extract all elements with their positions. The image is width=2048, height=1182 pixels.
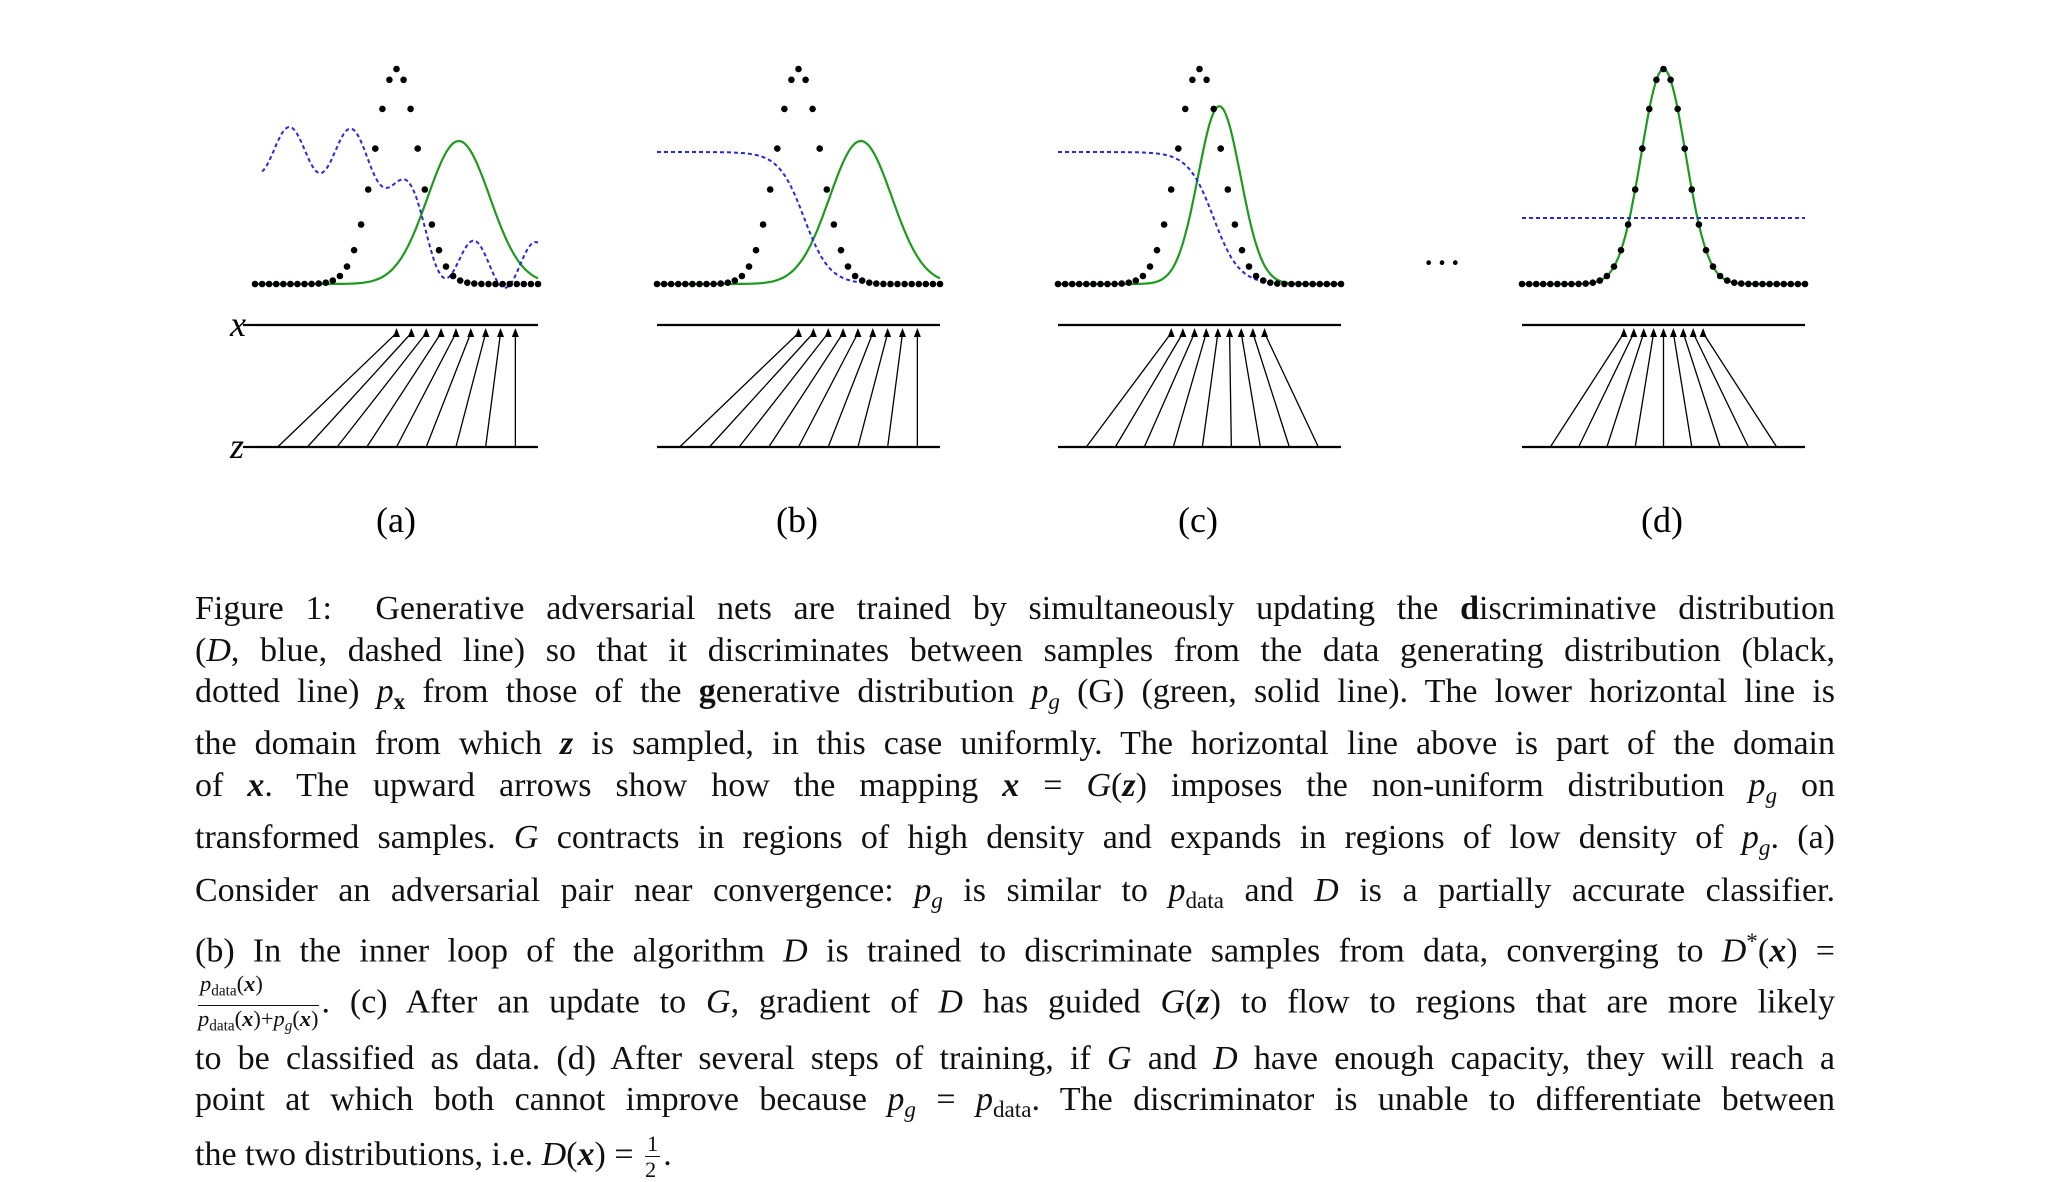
arrow-head-a <box>467 328 474 337</box>
caption-line-4: the domain from which z is sampled, in this case uniformly. The horizontal line above is part of the domain <box>195 725 1836 763</box>
data-dot-d <box>1554 281 1561 288</box>
data-dot-a <box>528 281 535 288</box>
data-dot-a <box>252 281 259 288</box>
data-dot-d <box>1674 106 1681 113</box>
arrow-head-b <box>825 328 832 337</box>
data-dot-a <box>315 280 322 287</box>
data-dot-b <box>753 247 760 254</box>
data-dot-d <box>1632 186 1639 193</box>
arrow-head-d <box>1630 328 1637 337</box>
mapping-arrow-c <box>1202 333 1218 447</box>
data-dot-a <box>301 281 308 288</box>
data-dot-a <box>443 263 450 270</box>
arrow-head-a <box>512 328 519 337</box>
data-dot-b <box>767 186 774 193</box>
panel-label-d: (d) <box>1641 500 1683 540</box>
arrow-head-a <box>452 328 459 337</box>
mapping-arrow-b <box>828 333 873 447</box>
data-dot-b <box>654 281 661 288</box>
caption-line-7: Consider an adversarial pair near convergence: $p_g$ is similar to $p_{data}$ and D is a partially accurate classifier. <box>195 871 1835 914</box>
data-dot-a <box>478 281 485 288</box>
caption-line-8: (b) In the inner loop of the algorithm D is trained to discriminate samples from data, converging to D*(x) = <box>195 929 1835 970</box>
mapping-arrow-c <box>1265 333 1319 447</box>
data-dot-b <box>908 281 915 288</box>
generative-curve-b <box>657 141 940 284</box>
data-dot-b <box>668 281 675 288</box>
data-dot-b <box>788 77 795 84</box>
data-dot-c <box>1175 145 1182 152</box>
data-dot-c <box>1281 281 1288 288</box>
data-dot-d <box>1625 221 1632 228</box>
data-dot-a <box>386 77 393 84</box>
mapping-arrow-b <box>739 333 828 447</box>
caption-line-9: $\frac{p_{data}(x)}{p_{data}(x)+p_g(x)}$ . (c) After an update to G, gradient of D has guided G(z) to flow to regions that are more likely <box>195 972 1835 1037</box>
mapping-arrow-a <box>456 333 486 447</box>
data-dot-b <box>689 281 696 288</box>
caption-line-3: dotted line) $p_x$ from those of the generative distribution $p_g$ (G) (green, solid line). The lower horizontal line is <box>195 673 1835 715</box>
data-dot-c <box>1182 106 1189 113</box>
arrow-head-a <box>408 328 415 337</box>
data-dot-b <box>802 77 809 84</box>
x-axis-label: x <box>230 304 246 344</box>
data-dot-c <box>1062 281 1069 288</box>
data-dot-b <box>838 247 845 254</box>
data-dot-c <box>1274 280 1281 287</box>
data-dot-d <box>1618 247 1625 254</box>
data-dot-d <box>1519 281 1526 288</box>
data-dot-b <box>682 281 689 288</box>
arrow-head-b <box>840 328 847 337</box>
data-dot-a <box>273 281 280 288</box>
data-dot-a <box>400 77 407 84</box>
data-dot-a <box>429 221 436 228</box>
figure-caption <box>195 588 1835 1182</box>
data-dot-b <box>845 263 852 270</box>
data-dot-d <box>1604 273 1611 280</box>
z-axis-label: z <box>230 426 245 466</box>
data-dot-b <box>774 145 781 152</box>
arrow-head-c <box>1179 328 1186 337</box>
mapping-arrow-c <box>1241 333 1260 447</box>
data-dot-b <box>873 280 880 287</box>
data-dot-b <box>781 106 788 113</box>
arrow-head-b <box>884 328 891 337</box>
data-dot-a <box>351 247 358 254</box>
data-dot-b <box>795 66 802 73</box>
data-dot-d <box>1759 281 1766 288</box>
arrow-head-d <box>1680 328 1687 337</box>
arrow-head-d <box>1640 328 1647 337</box>
data-dot-c <box>1111 281 1118 288</box>
data-dot-c <box>1147 263 1154 270</box>
data-dot-c <box>1309 281 1316 288</box>
data-dot-c <box>1090 281 1097 288</box>
data-dot-d <box>1547 281 1554 288</box>
arrow-head-c <box>1238 328 1245 337</box>
arrow-head-d <box>1620 328 1627 337</box>
data-dot-a <box>344 263 351 270</box>
data-dot-a <box>535 281 542 288</box>
caption-line-5: of x. The upward arrows show how the mapping x = G(z) imposes the non-uniform distribution $p_g$ on <box>195 766 1835 809</box>
data-dot-a <box>393 66 400 73</box>
data-dot-c <box>1288 281 1295 288</box>
data-dot-b <box>710 281 717 288</box>
data-dot-c <box>1267 279 1274 286</box>
data-dot-c <box>1189 77 1196 84</box>
data-dot-c <box>1239 247 1246 254</box>
data-dot-d <box>1681 145 1688 152</box>
data-dot-c <box>1225 186 1232 193</box>
data-dot-a <box>323 279 330 286</box>
data-dot-a <box>337 273 344 280</box>
data-dot-a <box>280 281 287 288</box>
caption-line-11: point at which both cannot improve because $p_g = p_{data}$. The discriminator is unable to differentiate between <box>195 1081 1835 1124</box>
mapping-arrow-c <box>1086 333 1171 447</box>
data-dot-c <box>1154 247 1161 254</box>
data-dot-d <box>1752 281 1759 288</box>
data-dot-c <box>1338 281 1345 288</box>
data-dot-d <box>1696 221 1703 228</box>
data-dot-a <box>259 281 266 288</box>
mapping-arrow-a <box>486 333 501 447</box>
data-dot-d <box>1597 277 1604 284</box>
mapping-arrow-a <box>307 333 411 447</box>
data-dot-b <box>725 279 732 286</box>
panel-label-c: (c) <box>1178 500 1218 540</box>
data-dot-b <box>852 273 859 280</box>
data-dot-a <box>506 281 513 288</box>
mapping-arrow-b <box>709 333 813 447</box>
data-dot-b <box>732 277 739 284</box>
data-dot-b <box>866 279 873 286</box>
data-dot-c <box>1295 281 1302 288</box>
data-dot-c <box>1317 281 1324 288</box>
data-dot-d <box>1766 281 1773 288</box>
arrow-head-d <box>1690 328 1697 337</box>
mapping-arrow-c <box>1253 333 1289 447</box>
data-dot-a <box>379 106 386 113</box>
data-dot-b <box>923 281 930 288</box>
data-dot-d <box>1738 280 1745 287</box>
data-dot-c <box>1140 273 1147 280</box>
data-dot-d <box>1590 279 1597 286</box>
data-dot-b <box>760 221 767 228</box>
ellipsis: ··· <box>1422 240 1462 285</box>
data-dot-c <box>1069 281 1076 288</box>
arrow-head-d <box>1700 328 1707 337</box>
data-dot-d <box>1575 281 1582 288</box>
data-dot-d <box>1717 273 1724 280</box>
data-dot-a <box>485 281 492 288</box>
data-dot-a <box>514 281 521 288</box>
data-dot-a <box>492 281 499 288</box>
data-dot-a <box>499 281 506 288</box>
data-dot-a <box>372 145 379 152</box>
data-dot-b <box>717 280 724 287</box>
data-dot-b <box>661 281 668 288</box>
data-dot-c <box>1302 281 1309 288</box>
data-dot-d <box>1781 281 1788 288</box>
data-dot-a <box>358 221 365 228</box>
data-dot-d <box>1795 281 1802 288</box>
data-dot-a <box>330 277 337 284</box>
arrow-head-a <box>393 328 400 337</box>
data-dot-c <box>1196 66 1203 73</box>
data-dot-d <box>1689 186 1696 193</box>
data-dot-a <box>308 281 315 288</box>
one-half-fraction: $\frac{1}{2}$ <box>645 1130 659 1182</box>
data-dot-d <box>1710 263 1717 270</box>
generative-curve-a <box>255 141 538 284</box>
data-dot-c <box>1260 277 1267 284</box>
mapping-arrow-a <box>397 333 456 447</box>
data-dot-a <box>294 281 301 288</box>
data-dot-b <box>824 186 831 193</box>
data-dot-d <box>1561 281 1568 288</box>
arrow-head-b <box>914 328 921 337</box>
data-dot-d <box>1724 277 1731 284</box>
data-dot-c <box>1083 281 1090 288</box>
discriminator-curve-a <box>262 127 538 288</box>
arrow-head-d <box>1660 328 1667 337</box>
data-dot-b <box>880 281 887 288</box>
data-dot-a <box>407 106 414 113</box>
data-dot-c <box>1331 281 1338 288</box>
arrow-head-b <box>810 328 817 337</box>
data-dot-b <box>894 281 901 288</box>
mapping-arrow-b <box>799 333 858 447</box>
arrow-head-b <box>899 328 906 337</box>
data-dot-c <box>1203 77 1210 84</box>
data-dot-c <box>1210 106 1217 113</box>
arrow-head-c <box>1214 328 1221 337</box>
data-dot-b <box>675 281 682 288</box>
mapping-arrow-a <box>426 333 471 447</box>
arrow-head-d <box>1650 328 1657 337</box>
data-dot-d <box>1568 281 1575 288</box>
arrow-head-d <box>1670 328 1677 337</box>
data-dot-b <box>859 277 866 284</box>
data-dot-b <box>739 273 746 280</box>
data-dot-d <box>1703 247 1710 254</box>
arrow-head-c <box>1203 328 1210 337</box>
data-dot-c <box>1253 273 1260 280</box>
mapping-arrow-c <box>1173 333 1206 447</box>
data-dot-a <box>422 186 429 193</box>
caption-line-2: (D, blue, dashed line) so that it discriminates between samples from the data generating distribution (black, <box>195 631 1835 669</box>
gan-training-figure <box>0 0 2048 580</box>
data-dot-a <box>521 281 528 288</box>
data-dot-a <box>365 186 372 193</box>
data-dot-c <box>1232 221 1239 228</box>
data-dot-b <box>696 281 703 288</box>
mapping-arrow-c <box>1144 333 1194 447</box>
data-dot-d <box>1526 281 1533 288</box>
data-dot-a <box>450 273 457 280</box>
arrow-head-a <box>482 328 489 337</box>
data-dot-d <box>1802 281 1809 288</box>
arrow-head-a <box>438 328 445 337</box>
data-dot-b <box>916 281 923 288</box>
mapping-arrow-b <box>888 333 903 447</box>
generative-curve-c <box>1058 106 1341 284</box>
data-dot-b <box>809 106 816 113</box>
arrow-head-c <box>1168 328 1175 337</box>
mapping-arrow-c <box>1115 333 1183 447</box>
data-dot-d <box>1745 281 1752 288</box>
data-dot-a <box>457 277 464 284</box>
data-dot-d <box>1540 281 1547 288</box>
data-dot-c <box>1133 277 1140 284</box>
data-dot-a <box>464 279 471 286</box>
data-dot-c <box>1161 221 1168 228</box>
mapping-arrow-a <box>337 333 426 447</box>
data-dot-a <box>266 281 273 288</box>
data-dot-b <box>746 263 753 270</box>
data-dot-d <box>1773 281 1780 288</box>
panel-label-a: (a) <box>376 500 416 540</box>
data-dot-a <box>414 145 421 152</box>
data-dot-c <box>1104 281 1111 288</box>
caption-line-10: to be classified as data. (d) After several steps of training, if G and D have enough capacity, they will reach a <box>195 1039 1836 1077</box>
caption-line-1: Figure 1: Generative adversarial nets are trained by simultaneously updating the discriminative distribution <box>195 590 1835 627</box>
data-dot-a <box>436 247 443 254</box>
mapping-arrow-c <box>1230 333 1232 447</box>
data-dot-b <box>930 281 937 288</box>
arrow-head-a <box>423 328 430 337</box>
data-dot-c <box>1076 281 1083 288</box>
data-dot-a <box>287 281 294 288</box>
data-dot-c <box>1246 263 1253 270</box>
data-dot-d <box>1667 77 1674 84</box>
data-dot-d <box>1639 145 1646 152</box>
panel-label-b: (b) <box>776 500 818 540</box>
arrow-head-a <box>497 328 504 337</box>
data-dot-b <box>887 281 894 288</box>
figure-label: Figure 1: <box>195 590 332 627</box>
data-dot-b <box>831 221 838 228</box>
data-dot-d <box>1582 280 1589 287</box>
data-dot-d <box>1533 281 1540 288</box>
data-dot-c <box>1118 280 1125 287</box>
data-dot-b <box>937 281 944 288</box>
arrow-head-b <box>795 328 802 337</box>
mapping-arrow-b <box>858 333 888 447</box>
generative-curve-d <box>1522 69 1805 284</box>
data-dot-c <box>1055 281 1062 288</box>
arrow-head-b <box>869 328 876 337</box>
data-dot-b <box>901 281 908 288</box>
arrow-head-b <box>854 328 861 337</box>
arrow-head-c <box>1226 328 1233 337</box>
arrow-head-c <box>1261 328 1268 337</box>
data-dot-a <box>471 280 478 287</box>
data-dot-c <box>1168 186 1175 193</box>
data-dot-c <box>1097 281 1104 288</box>
caption-line-6: transformed samples. G contracts in regions of high density and expands in regions of low density of $p_g$. (a) <box>195 819 1835 862</box>
discriminator-optimum-fraction: $\frac{p_{data}(x)}{p_{data}(x)+p_g(x)}$ <box>198 971 319 1035</box>
data-dot-c <box>1324 281 1331 288</box>
data-dot-b <box>816 145 823 152</box>
arrow-head-c <box>1191 328 1198 337</box>
caption-line-12: the two distributions, i.e. D(x) = $\frac{1}{2}$ . <box>195 1130 672 1182</box>
data-dot-d <box>1788 281 1795 288</box>
data-dot-b <box>703 281 710 288</box>
data-dot-d <box>1653 77 1660 84</box>
data-dot-c <box>1126 279 1133 286</box>
arrow-head-c <box>1249 328 1256 337</box>
data-dot-d <box>1660 66 1667 73</box>
data-dot-d <box>1646 106 1653 113</box>
data-dot-c <box>1217 145 1224 152</box>
data-dot-d <box>1611 263 1618 270</box>
data-dot-d <box>1731 279 1738 286</box>
